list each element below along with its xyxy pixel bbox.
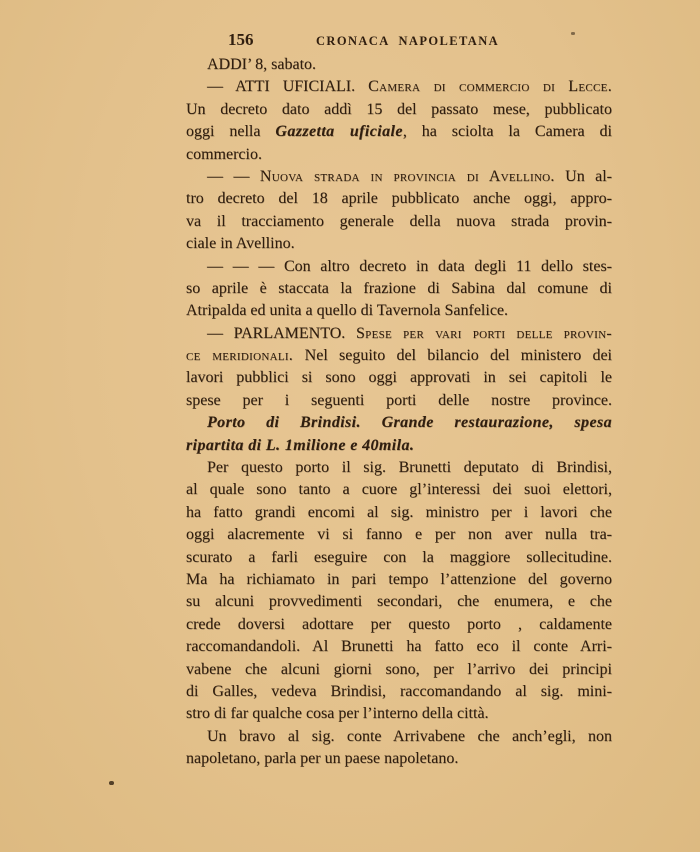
text-segment: Un bravo al sig. conte Arrivabene che anch’egli, non (207, 727, 612, 745)
running-title: CRONACA NAPOLETANA (315, 34, 500, 48)
text-segment: al quale sono tanto a cuore gl’interessi dei suoi elettori, (186, 481, 612, 499)
text-line (186, 614, 612, 636)
text-segment: ce meridionali. (186, 347, 305, 365)
text-block (186, 54, 612, 771)
text-line (186, 681, 612, 703)
text-line (186, 367, 612, 389)
text-line (186, 547, 612, 569)
text-segment: — — (207, 167, 260, 185)
text-segment: Spese per vari porti delle provin- (355, 324, 613, 342)
text-line (186, 726, 612, 748)
text-line (186, 412, 612, 434)
text-line (186, 502, 612, 524)
text-line (186, 121, 612, 143)
text-line (186, 300, 612, 322)
text-segment: lavori pubblici si sono oggi approvati in sei capitoli le (186, 369, 612, 387)
text-segment: commercio. (186, 145, 262, 163)
text-segment: di Galles, vedeva Brindisi, raccomandando al sig. mini- (186, 682, 612, 700)
text-line (186, 99, 612, 121)
text-segment: — — — Con altro decreto in data degli 11 dello stes- (207, 257, 612, 275)
text-segment: ha fatto grandi encomi al sig. ministro per i lavori che (186, 503, 612, 521)
text-segment: Nuova strada in provincia di Avellino. (259, 167, 555, 185)
text-segment: Per questo porto il sig. Brunetti deputato di Brindisi, (207, 459, 612, 477)
text-segment: tro decreto del 18 aprile pubblicato anche oggi, appro- (186, 190, 612, 208)
text-segment: , ha sciolta la Camera di (402, 123, 612, 141)
text-segment: ripartita di L. 1milione e 40mila. (186, 436, 415, 454)
text-line (186, 435, 612, 457)
text-segment: su alcuni provvedimenti secondari, che enumera, e che (186, 593, 612, 611)
text-segment: Nel seguito del bilancio del ministero dei (304, 347, 612, 365)
ink-speck (109, 781, 114, 785)
text-segment: Camera di commercio di Lecce. (368, 78, 612, 96)
text-segment: Un decreto dato addì 15 del passato mese, pubblicato (186, 100, 612, 118)
text-segment: — PARLAMENTO. (207, 324, 356, 342)
text-line (186, 54, 612, 76)
page-number: 156 (228, 30, 254, 49)
text-line (186, 524, 612, 546)
text-line (186, 166, 612, 188)
text-line (186, 188, 612, 210)
text-segment: raccomandandoli. Al Brunetti ha fatto eco il conte Arri- (186, 638, 612, 656)
text-line (186, 703, 612, 725)
text-segment: stro di far qualche cosa per l’interno della città. (186, 705, 489, 723)
text-line (186, 233, 612, 255)
text-segment: so aprile è staccata la frazione di Sabina dal comune di (186, 279, 612, 297)
text-line (186, 457, 612, 479)
text-segment: Gazzetta uficiale (275, 123, 403, 141)
text-segment: vabene che alcuni giorni sono, per l’arrivo dei principi (186, 660, 612, 678)
text-line (186, 323, 612, 345)
text-segment: oggi alacremente vi si fanno e per non aver nulla tra- (186, 526, 612, 544)
text-line (186, 256, 612, 278)
text-segment: Un al- (554, 167, 613, 185)
text-segment: scurato a farli eseguire con la maggiore sollecitudine. (186, 548, 612, 566)
text-line (186, 144, 612, 166)
ink-speck (571, 32, 575, 35)
text-segment: ciale in Avellino. (186, 235, 295, 253)
text-line (186, 479, 612, 501)
text-line (186, 569, 612, 591)
text-line (186, 345, 612, 367)
text-segment: ADDI’ 8, sabato. (207, 56, 317, 73)
text-segment: crede doversi adottare per questo porto , caldamente (186, 615, 612, 633)
text-segment: — ATTI UFICIALI. (207, 78, 369, 96)
text-segment: Ma ha richiamato in pari tempo l’attenzione del governo (186, 570, 612, 588)
text-segment: oggi nella (186, 123, 276, 141)
text-segment: napoletano, parla per un paese napoletano. (186, 750, 459, 768)
text-segment: spese per i seguenti porti delle nostre province. (186, 391, 612, 409)
text-segment: va il tracciamento generale della nuova strada provin- (186, 212, 612, 230)
text-line (186, 636, 612, 658)
text-segment: Atripalda ed unita a quello di Tavernola Sanfelice. (186, 302, 509, 320)
text-line (186, 591, 612, 613)
text-line (186, 748, 612, 770)
text-line (186, 211, 612, 233)
text-line (186, 659, 612, 681)
text-line (186, 76, 612, 98)
text-line (186, 278, 612, 300)
page-header (186, 30, 612, 52)
text-line (186, 390, 612, 412)
text-segment: Porto di Brindisi. Grande restaurazione, spesa (207, 414, 612, 432)
